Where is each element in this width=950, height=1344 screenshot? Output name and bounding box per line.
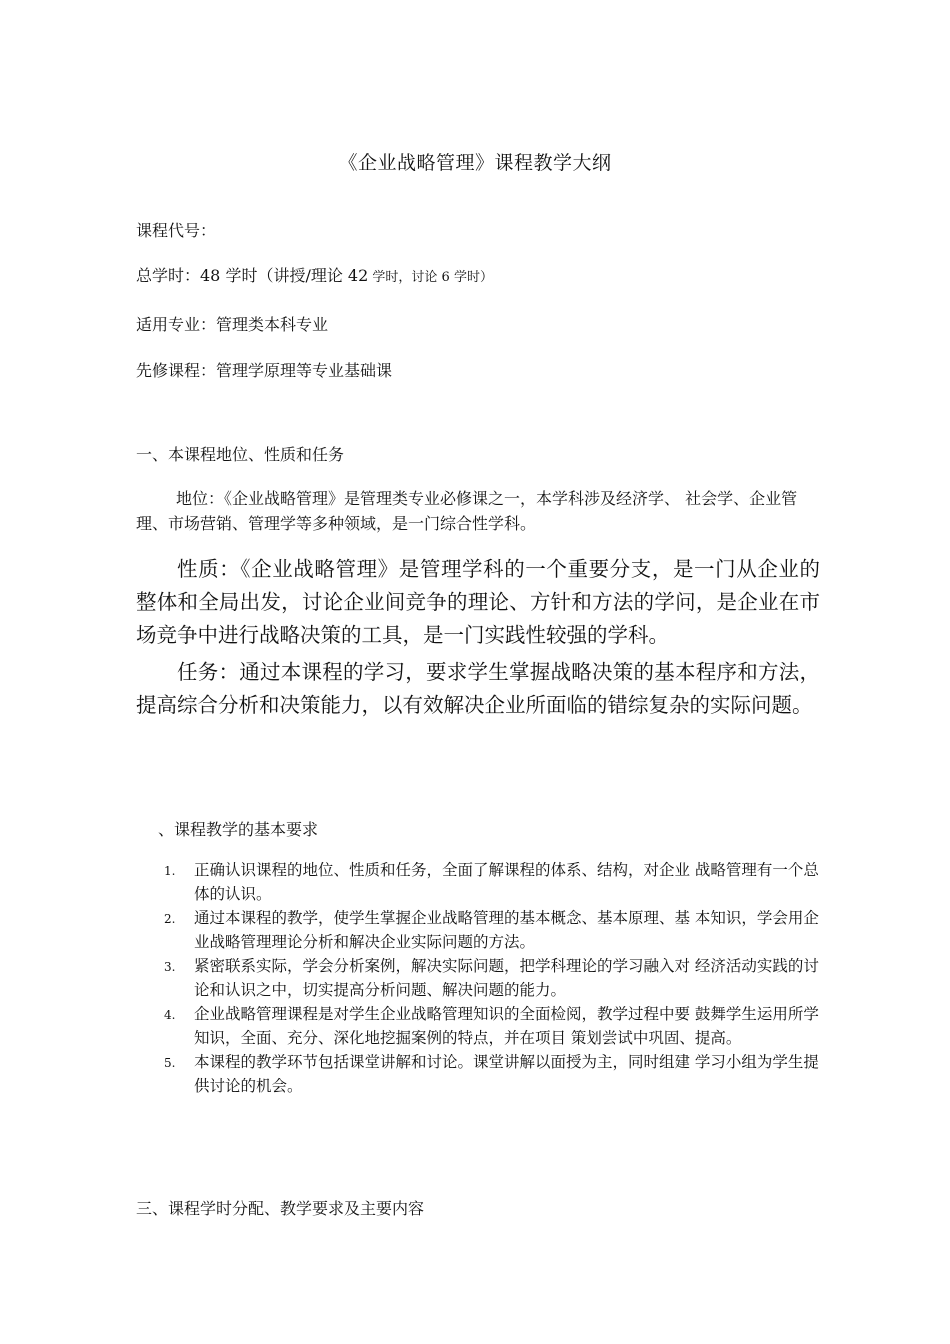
list-item-number: 1. [164,864,176,878]
list-item [160,1002,820,1050]
list-item [160,1050,820,1098]
prerequisite: 先修课程：管理学原理等专业基础课 [136,361,393,380]
section1-heading: 一、本课程地位、性质和任务 [136,445,345,464]
list-item-number: 3. [164,960,176,974]
position-paragraph: 地位：《企业战略管理》是管理类专业必修课之一，本学科涉及经济学、 社会学、企业管理、市场营销、管理学等多种领域，是一门综合性学科。 [136,489,798,533]
document-title: 《企业战略管理》课程教学大纲 [338,152,612,174]
total-hours [136,263,493,286]
list-item-text: 正确认识课程的地位、性质和任务，全面了解课程的体系、结构，对企业 战略管理有一个总体的认识。 [194,861,819,903]
list-item-text: 紧密联系实际，学会分析案例，解决实际问题，把学科理论的学习融入对 经济活动实践的讨论和认识之中，切实提高分析问题、解决问题的能力。 [194,957,819,999]
list-item-number: 2. [164,912,176,926]
list-item-text: 本课程的教学环节包括课堂讲解和讨论。课堂讲解以面授为主，同时组建 学习小组为学生提供讨论的机会。 [194,1053,819,1095]
list-item [160,954,820,1002]
list-item-text: 企业战略管理课程是对学生企业战略管理知识的全面检阅，教学过程中要 鼓舞学生运用所学知识，全面、充分、深化地挖掘案例的特点，并在项目 策划尝试中巩固、提高。 [194,1005,819,1047]
task-paragraph: 任务：通过本课程的学习，要求学生掌握战略决策的基本程序和方法，提高综合分析和决策能力，以有效解决企业所面临的错综复杂的实际问题。 [136,660,820,717]
list-item-number: 4. [164,1008,176,1022]
applicable-major: 适用专业：管理类本科专业 [136,315,329,334]
total-hours-detail: 学时，讨论 6 学时） [368,270,493,285]
requirements-list [160,858,820,1098]
section2-heading: 、课程教学的基本要求 [158,820,319,839]
course-code: 课程代号： [136,221,217,240]
nature-paragraph: 性质：《企业战略管理》是管理学科的一个重要分支，是一门从企业的整体和全局出发，讨论企业间竞争的理论、方针和方法的学问，是企业在市场竞争中进行战略决策的工具，是一门实践性较强的学科。 [136,557,820,647]
list-item-number: 5. [164,1056,176,1070]
total-hours-main: 总学时：48 学时（讲授/理论 42 [136,266,369,285]
list-item [160,906,820,954]
list-item [160,858,820,906]
list-item-text: 通过本课程的教学，使学生掌握企业战略管理的基本概念、基本原理、基 本知识，学会用企业战略管理理论分析和解决企业实际问题的方法。 [194,909,819,951]
section3-heading: 三、课程学时分配、教学要求及主要内容 [136,1199,425,1218]
